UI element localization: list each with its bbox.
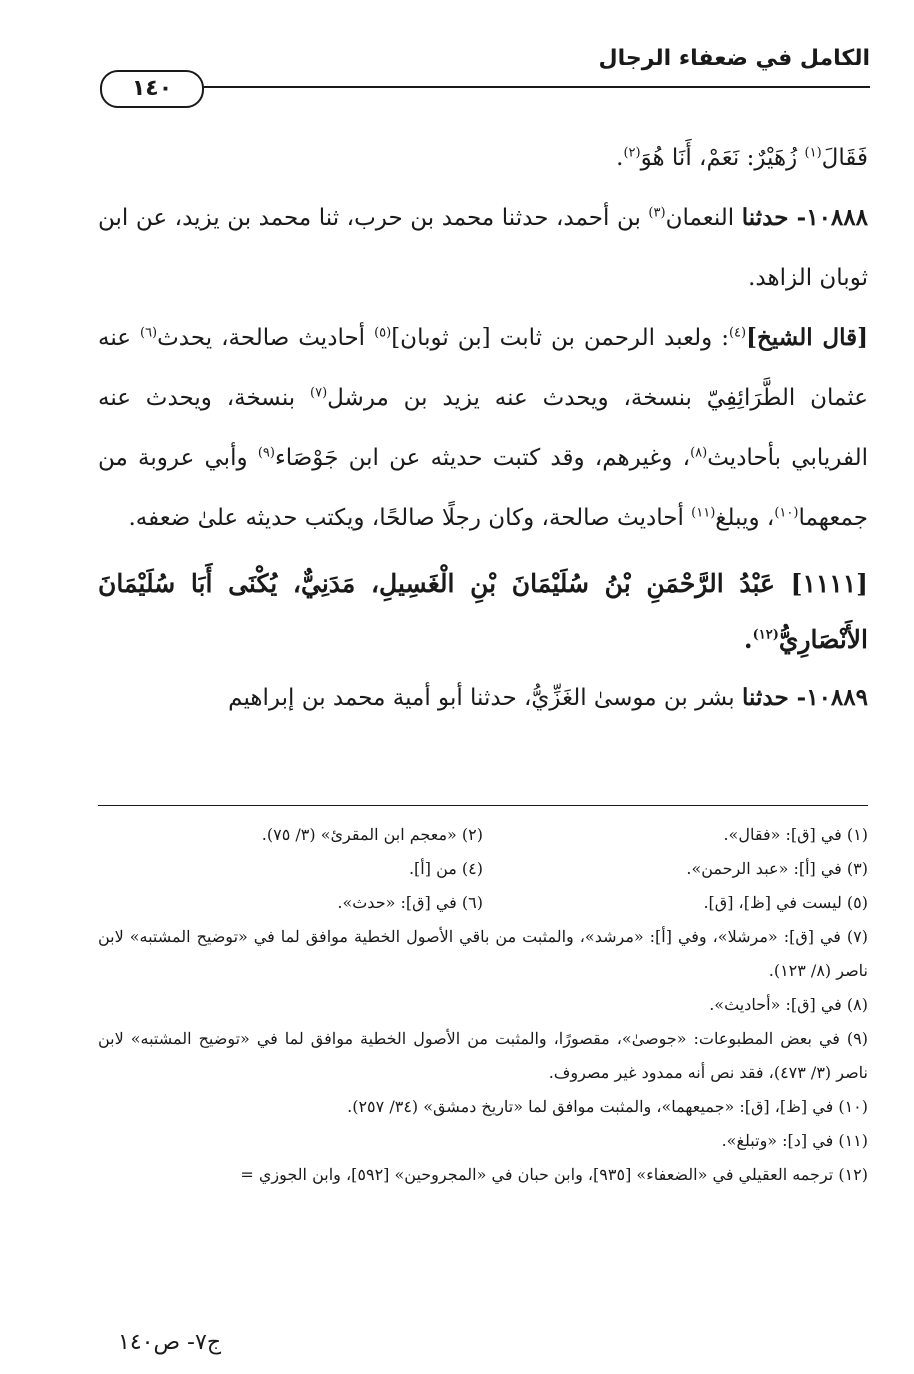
footnote-12: (١٢) ترجمه العقيلي في «الضعفاء» [٩٣٥]، وابن حبان في «المجروحين» [٥٩٢]، وابن الجوزي =	[240, 1165, 868, 1184]
footnote-2: (٢) «معجم ابن المقرئ» (٣/ ٧٥).	[261, 825, 483, 844]
footnote-6: (٦) في [ق]: «حدث».	[337, 893, 483, 912]
footnote-row	[98, 818, 868, 852]
footnote-1: (١) في [ق]: «فقال».	[723, 825, 868, 844]
text-run: زُهَيْرٌ: نَعَمْ، أَنَا هُوَ	[640, 145, 805, 171]
footnote-3: (٣) في [أ]: «عبد الرحمن».	[686, 859, 868, 878]
footnote-marker[interactable]: (١٢)	[752, 627, 779, 643]
text-run: ، وغيرهم، وقد كتبت حديثه عن ابن جَوْصَاء	[274, 445, 691, 471]
text-run: ، ويبلغ	[715, 505, 775, 531]
paragraph-1	[98, 128, 868, 188]
footnote-marker[interactable]: (١)	[804, 145, 822, 161]
main-text	[98, 128, 868, 728]
sheikh-label: [قال الشيخ]	[746, 324, 868, 351]
footnote-marker[interactable]: (٩)	[257, 445, 275, 461]
footnote-9: (٩) في بعض المطبوعات: «جوصىٰ»، مقصورًا، والمثبت من الأصول الخطية موافق لما في «توضيح المشتبه» لابن ناصر (٣/ ٤٧٣)، فقد نص أنه ممدود غير مصروف.	[98, 1029, 868, 1082]
footnote-marker[interactable]: (٥)	[374, 325, 392, 341]
volume-page-reference: ج٧- ص١٤٠	[118, 1330, 222, 1355]
text-run: فَقَالَ	[821, 145, 868, 171]
footnote-10: (١٠) في [ظ]، [ق]: «جميعهما»، والمثبت موافق لما «تاريخ دمشق» (٣٤/ ٢٥٧).	[347, 1097, 868, 1116]
hadith-number: ١٠٨٨٩- حدثنا	[742, 684, 868, 711]
footnote-marker[interactable]: (٣)	[648, 205, 666, 221]
text-run: بن أحمد، حدثنا محمد بن حرب، ثنا محمد بن يزيد، عن ابن ثوبان الزاهد.	[98, 205, 868, 291]
page-number-badge: ١٤٠	[100, 70, 204, 108]
footnote-marker[interactable]: (١١)	[691, 505, 716, 521]
hadith-10889	[98, 668, 868, 728]
text-run: وأبي عروبة من جمعهما	[98, 445, 868, 531]
text-run: أحاديث صالحة، يحدث	[157, 325, 375, 351]
running-title: الكامل في ضعفاء الرجال	[598, 46, 870, 71]
sheikh-comment	[98, 308, 868, 548]
hadith-number: ١٠٨٨٨- حدثنا	[741, 204, 868, 231]
footnotes	[98, 818, 868, 1192]
text-run: بشر بن موسىٰ الغَزِّيُّ، حدثنا أبو أمية محمد بن إبراهيم	[228, 685, 743, 711]
text-run: أحاديث صالحة، وكان رجلًا صالحًا، ويكتب حديثه علىٰ ضعفه.	[128, 505, 692, 531]
footnote-marker[interactable]: (٤)	[728, 325, 747, 341]
footnote-marker[interactable]: (٦)	[139, 325, 158, 341]
footnote-row	[98, 852, 868, 886]
footnote-4: (٤) من [أ].	[408, 859, 483, 878]
footnote-5: (٥) ليست في [ظ]، [ق].	[703, 893, 868, 912]
footnote-marker[interactable]: (٢)	[623, 145, 641, 161]
biography-entry-heading	[98, 556, 868, 668]
page-header	[100, 38, 870, 101]
footnote-marker[interactable]: (١٠)	[774, 505, 799, 521]
footnote-row	[98, 886, 868, 920]
header-rule	[100, 86, 870, 88]
footnote-separator	[98, 805, 868, 806]
text-run: عنه عثمان الطَّرَائِفِيّ بنسخة، ويحدث عنه يزيد بن مرشل	[98, 325, 868, 411]
footnote-11: (١١) في [د]: «وتبلغ».	[721, 1131, 868, 1150]
entry-title: [١١١١] عَبْدُ الرَّحْمَنِ بْنُ سُلَيْمَانَ بْنِ الْغَسِيلِ، مَدَنِيٌّ، يُكْنَى أَبَا سُلَيْمَانَ الأَنْصَارِيُّ	[98, 569, 868, 654]
text-run: بنسخة، ويحدث عنه الفريابي بأحاديث	[98, 385, 868, 471]
text-run: النعمان	[665, 205, 742, 231]
text-run: .	[743, 625, 753, 654]
footnote-marker[interactable]: (٧)	[310, 385, 328, 401]
footnote-8: (٨) في [ق]: «أحاديث».	[709, 995, 868, 1014]
footnote-7: (٧) في [ق]: «مرشلا»، وفي [أ]: «مرشد»، والمثبت من باقي الأصول الخطية موافق لما في «توضيح المشتبه» لابن ناصر (٨/ ١٢٣).	[98, 927, 868, 980]
text-run: .	[616, 145, 624, 171]
footnote-marker[interactable]: (٨)	[690, 445, 708, 461]
text-run: : ولعبد الرحمن بن ثابت [بن ثوبان]	[391, 325, 729, 351]
hadith-10888	[98, 188, 868, 308]
